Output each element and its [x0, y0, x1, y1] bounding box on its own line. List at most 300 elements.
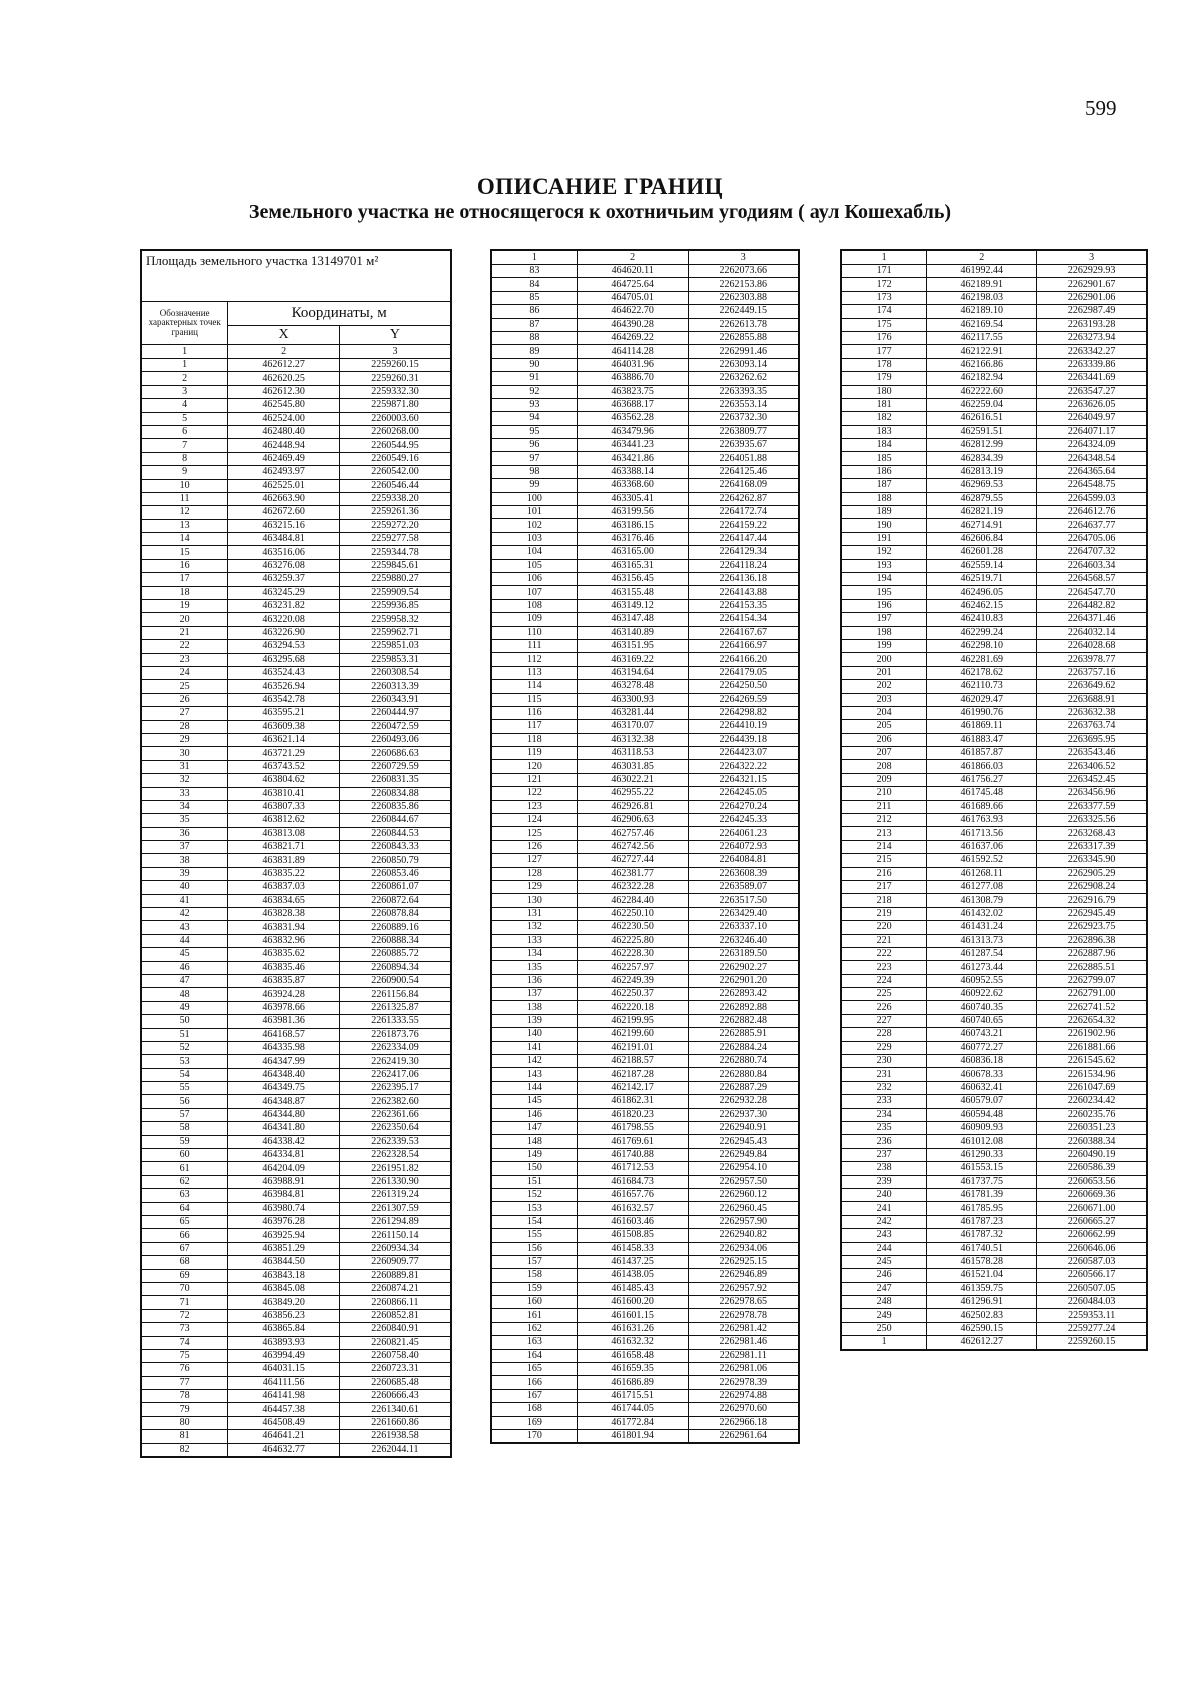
y-coordinate-cell: 2263543.46 [1037, 747, 1147, 760]
point-id-cell: 196 [841, 599, 927, 612]
y-coordinate-cell: 2262901.20 [688, 974, 799, 987]
y-coordinate-cell: 2260566.17 [1037, 1269, 1147, 1282]
point-id-cell: 229 [841, 1041, 927, 1054]
x-coordinate-cell: 462198.03 [927, 291, 1037, 304]
x-coordinate-cell: 462110.73 [927, 680, 1037, 693]
document-subtitle: Земельного участка не относящегося к охотничьим угодиям ( аул Кошехабль) [248, 201, 952, 223]
table-row [841, 800, 1147, 813]
x-coordinate-cell: 461438.05 [577, 1269, 688, 1282]
table-row [141, 1416, 451, 1429]
table-row [491, 613, 799, 626]
y-coordinate-cell: 2260665.27 [1037, 1215, 1147, 1228]
x-coordinate-cell: 464204.09 [228, 1162, 340, 1175]
x-coordinate-cell: 463812.62 [228, 814, 340, 827]
x-coordinate-cell: 463831.94 [228, 921, 340, 934]
table-row [841, 358, 1147, 371]
y-coordinate-cell: 2262925.15 [688, 1255, 799, 1268]
x-coordinate-cell: 463281.44 [577, 706, 688, 719]
point-id-cell: 88 [491, 331, 577, 344]
x-coordinate-cell: 463810.41 [228, 787, 340, 800]
table-row [491, 666, 799, 679]
point-id-cell: 226 [841, 1001, 927, 1014]
table-row [141, 760, 451, 773]
y-coordinate-cell: 2260758.40 [339, 1349, 451, 1362]
point-id-cell: 133 [491, 934, 577, 947]
y-coordinate-cell: 2259277.24 [1037, 1322, 1147, 1335]
y-coordinate-cell: 2262901.06 [1037, 291, 1147, 304]
point-id-cell: 77 [141, 1376, 228, 1389]
table-row [141, 1443, 451, 1457]
point-id-cell: 27 [141, 707, 228, 720]
point-id-cell: 136 [491, 974, 577, 987]
y-coordinate-cell: 2262957.92 [688, 1282, 799, 1295]
x-coordinate-cell: 461781.39 [927, 1188, 1037, 1201]
point-id-cell: 63 [141, 1189, 228, 1202]
x-coordinate-cell: 460743.21 [927, 1028, 1037, 1041]
point-id-cell: 239 [841, 1175, 927, 1188]
y-coordinate-cell: 2260313.39 [339, 680, 451, 693]
table-row [491, 773, 799, 786]
y-coordinate-cell: 2262945.43 [688, 1135, 799, 1148]
x-coordinate-cell: 463022.21 [577, 773, 688, 786]
y-coordinate-cell: 2264166.20 [688, 653, 799, 666]
point-id-cell: 66 [141, 1229, 228, 1242]
x-coordinate-cell: 461659.35 [577, 1363, 688, 1376]
y-coordinate-cell: 2263325.56 [1037, 814, 1147, 827]
y-coordinate-cell: 2261307.59 [339, 1202, 451, 1215]
point-id-cell: 146 [491, 1108, 577, 1121]
x-coordinate-cell: 460594.48 [927, 1108, 1037, 1121]
x-coordinate-cell: 461308.79 [927, 894, 1037, 907]
x-coordinate-cell: 463835.46 [228, 961, 340, 974]
col-num-header: 3 [1037, 250, 1147, 265]
y-coordinate-cell: 2264365.64 [1037, 465, 1147, 478]
y-coordinate-cell: 2260729.59 [339, 760, 451, 773]
point-id-cell: 119 [491, 747, 577, 760]
table-row [141, 1403, 451, 1416]
table-row [141, 559, 451, 572]
x-coordinate-cell: 464334.81 [228, 1149, 340, 1162]
x-coordinate-cell: 462714.91 [927, 519, 1037, 532]
y-coordinate-cell: 2262946.89 [688, 1269, 799, 1282]
x-coordinate-cell: 463245.29 [228, 586, 340, 599]
y-coordinate-cell: 2264028.68 [1037, 639, 1147, 652]
x-coordinate-cell: 461287.54 [927, 947, 1037, 960]
y-coordinate-cell: 2260686.63 [339, 747, 451, 760]
table-row [841, 519, 1147, 532]
table-row [141, 934, 451, 947]
table-row [141, 412, 451, 425]
table-row [841, 265, 1147, 278]
x-coordinate-cell: 463981.36 [228, 1015, 340, 1028]
table-row [841, 666, 1147, 679]
y-coordinate-cell: 2263978.77 [1037, 653, 1147, 666]
point-id-cell: 139 [491, 1014, 577, 1027]
x-coordinate-cell: 462955.22 [577, 787, 688, 800]
y-coordinate-cell: 2260844.67 [339, 814, 451, 827]
x-coordinate-cell: 460952.55 [927, 974, 1037, 987]
y-coordinate-cell: 2260493.06 [339, 733, 451, 746]
x-coordinate-cell: 461632.32 [577, 1336, 688, 1349]
x-coordinate-cell: 460632.41 [927, 1081, 1037, 1094]
table-row [841, 278, 1147, 291]
y-coordinate-cell: 2262334.09 [339, 1041, 451, 1054]
y-coordinate-cell: 2260653.56 [1037, 1175, 1147, 1188]
point-id-cell: 32 [141, 774, 228, 787]
table-row [841, 880, 1147, 893]
y-coordinate-cell: 2262978.65 [688, 1296, 799, 1309]
x-coordinate-cell: 462142.17 [577, 1081, 688, 1094]
x-coordinate-cell: 460772.27 [927, 1041, 1037, 1054]
table-row [491, 1242, 799, 1255]
x-coordinate-cell: 463140.89 [577, 626, 688, 639]
x-coordinate-cell: 462281.69 [927, 653, 1037, 666]
table-row [491, 305, 799, 318]
y-coordinate-cell: 2262361.66 [339, 1108, 451, 1121]
y-coordinate-cell: 2263732.30 [688, 412, 799, 425]
y-coordinate-cell: 2260889.16 [339, 921, 451, 934]
point-id-cell: 86 [491, 305, 577, 318]
x-coordinate-cell: 462496.05 [927, 586, 1037, 599]
col-num-header: 3 [339, 345, 451, 359]
x-coordinate-cell: 463118.53 [577, 747, 688, 760]
x-coordinate-cell: 461359.75 [927, 1282, 1037, 1295]
x-coordinate-cell: 461657.76 [577, 1188, 688, 1201]
y-coordinate-cell: 2260831.35 [339, 774, 451, 787]
col-num-header: 1 [841, 250, 927, 265]
point-id-cell: 112 [491, 653, 577, 666]
table-row [141, 867, 451, 880]
x-coordinate-cell: 463843.18 [228, 1269, 340, 1282]
x-coordinate-cell: 461437.25 [577, 1255, 688, 1268]
x-coordinate-cell: 463421.86 [577, 452, 688, 465]
table-row [841, 653, 1147, 666]
x-coordinate-cell: 461769.61 [577, 1135, 688, 1148]
point-id-cell: 6 [141, 425, 228, 438]
point-id-cell: 137 [491, 988, 577, 1001]
x-coordinate-cell: 463856.23 [228, 1309, 340, 1322]
point-id-cell: 100 [491, 492, 577, 505]
point-id-cell: 29 [141, 733, 228, 746]
point-id-cell: 153 [491, 1202, 577, 1215]
point-id-cell: 203 [841, 693, 927, 706]
table-row [841, 867, 1147, 880]
table-row [141, 479, 451, 492]
x-coordinate-cell: 463194.64 [577, 666, 688, 679]
y-coordinate-cell: 2259260.15 [1037, 1336, 1147, 1350]
table-row [141, 1229, 451, 1242]
point-id-cell: 193 [841, 559, 927, 572]
point-id-cell: 227 [841, 1014, 927, 1027]
y-coordinate-cell: 2262974.88 [688, 1389, 799, 1402]
table-row [491, 1148, 799, 1161]
table-row [841, 787, 1147, 800]
y-coordinate-cell: 2260669.36 [1037, 1188, 1147, 1201]
point-id-cell: 217 [841, 880, 927, 893]
table-row [841, 1108, 1147, 1121]
point-id-cell: 117 [491, 720, 577, 733]
x-coordinate-cell: 463609.38 [228, 720, 340, 733]
x-coordinate-cell: 464347.99 [228, 1055, 340, 1068]
table-row [491, 1188, 799, 1201]
point-id-cell: 1 [141, 359, 228, 372]
y-coordinate-cell: 2260388.34 [1037, 1135, 1147, 1148]
table-row [491, 1296, 799, 1309]
x-coordinate-cell: 461763.93 [927, 814, 1037, 827]
x-coordinate-cell: 462612.27 [927, 1336, 1037, 1350]
table-row [141, 1430, 451, 1443]
x-coordinate-cell: 461744.05 [577, 1403, 688, 1416]
x-coordinate-cell: 463994.49 [228, 1349, 340, 1362]
point-id-cell: 233 [841, 1095, 927, 1108]
x-coordinate-cell: 462189.10 [927, 305, 1037, 318]
table-row [491, 827, 799, 840]
table-row [141, 1095, 451, 1108]
x-coordinate-cell: 463845.08 [228, 1282, 340, 1295]
y-coordinate-cell: 2260888.34 [339, 934, 451, 947]
table-row [841, 1188, 1147, 1201]
point-designation-header: Обозначение характерных точек границ [141, 302, 228, 345]
point-id-cell: 83 [491, 265, 577, 278]
y-coordinate-cell: 2262981.42 [688, 1322, 799, 1335]
y-coordinate-cell: 2262892.88 [688, 1001, 799, 1014]
table-row [491, 680, 799, 693]
x-coordinate-cell: 463215.16 [228, 519, 340, 532]
x-coordinate-cell: 464031.15 [228, 1363, 340, 1376]
point-id-cell: 47 [141, 974, 228, 987]
x-coordinate-cell: 463835.62 [228, 948, 340, 961]
point-id-cell: 190 [841, 519, 927, 532]
table-row [841, 1336, 1147, 1350]
y-coordinate-cell: 2262957.90 [688, 1215, 799, 1228]
table-row [841, 425, 1147, 438]
table-row [141, 747, 451, 760]
x-coordinate-cell: 461787.23 [927, 1215, 1037, 1228]
table-row [841, 506, 1147, 519]
point-id-cell: 118 [491, 733, 577, 746]
y-coordinate-cell: 2264032.14 [1037, 626, 1147, 639]
table-row [841, 385, 1147, 398]
x-coordinate-cell: 462879.55 [927, 492, 1037, 505]
x-coordinate-cell: 462222.60 [927, 385, 1037, 398]
point-id-cell: 200 [841, 653, 927, 666]
x-coordinate-cell: 462502.83 [927, 1309, 1037, 1322]
x-coordinate-cell: 461787.32 [927, 1229, 1037, 1242]
table-row [491, 586, 799, 599]
x-coordinate-cell: 461740.88 [577, 1148, 688, 1161]
point-id-cell: 70 [141, 1282, 228, 1295]
point-id-cell: 205 [841, 720, 927, 733]
x-coordinate-cell: 464632.77 [228, 1443, 340, 1457]
table-row [841, 974, 1147, 987]
point-id-cell: 131 [491, 907, 577, 920]
point-id-cell: 149 [491, 1148, 577, 1161]
x-coordinate-cell: 463231.82 [228, 600, 340, 613]
point-id-cell: 221 [841, 934, 927, 947]
y-coordinate-cell: 2264637.77 [1037, 519, 1147, 532]
x-coordinate-cell: 462525.01 [228, 479, 340, 492]
x-coordinate-cell: 463893.93 [228, 1336, 340, 1349]
y-coordinate-cell: 2264129.34 [688, 546, 799, 559]
x-coordinate-cell: 462834.39 [927, 452, 1037, 465]
table-row [841, 305, 1147, 318]
y-coordinate-cell: 2259261.36 [339, 506, 451, 519]
table-row [841, 1055, 1147, 1068]
x-coordinate-cell: 463835.87 [228, 974, 340, 987]
point-id-cell: 95 [491, 425, 577, 438]
x-coordinate-cell: 461857.87 [927, 747, 1037, 760]
table-row [491, 506, 799, 519]
x-coordinate-cell: 463226.90 [228, 626, 340, 639]
y-coordinate-cell: 2259353.11 [1037, 1309, 1147, 1322]
point-id-cell: 109 [491, 613, 577, 626]
x-coordinate-cell: 461990.76 [927, 706, 1037, 719]
y-coordinate-cell: 2263441.69 [1037, 372, 1147, 385]
table-row [141, 1001, 451, 1014]
x-coordinate-cell: 462410.83 [927, 613, 1037, 626]
table-row [491, 961, 799, 974]
point-id-cell: 163 [491, 1336, 577, 1349]
y-coordinate-cell: 2263553.14 [688, 398, 799, 411]
table-row [141, 827, 451, 840]
point-id-cell: 189 [841, 506, 927, 519]
point-id-cell: 16 [141, 559, 228, 572]
table-row [491, 1175, 799, 1188]
y-coordinate-cell: 2262991.46 [688, 345, 799, 358]
x-coordinate-cell: 463524.43 [228, 666, 340, 679]
x-coordinate-cell: 462257.97 [577, 961, 688, 974]
table-row [841, 452, 1147, 465]
point-id-cell: 142 [491, 1055, 577, 1068]
point-id-cell: 30 [141, 747, 228, 760]
table-row [841, 814, 1147, 827]
table-row [841, 921, 1147, 934]
point-id-cell: 90 [491, 358, 577, 371]
table-row [491, 988, 799, 1001]
table-row [141, 1068, 451, 1081]
table-row [491, 412, 799, 425]
table-row [491, 1322, 799, 1335]
y-coordinate-cell: 2260900.54 [339, 974, 451, 987]
point-id-cell: 19 [141, 600, 228, 613]
table-row [841, 532, 1147, 545]
point-id-cell: 184 [841, 439, 927, 452]
y-coordinate-cell: 2263393.35 [688, 385, 799, 398]
point-id-cell: 17 [141, 573, 228, 586]
y-coordinate-cell: 2262303.88 [688, 291, 799, 304]
point-id-cell: 57 [141, 1108, 228, 1121]
x-coordinate-cell: 462906.63 [577, 814, 688, 827]
y-coordinate-cell: 2260878.84 [339, 908, 451, 921]
x-coordinate-cell: 463295.68 [228, 653, 340, 666]
point-id-cell: 115 [491, 693, 577, 706]
y-coordinate-cell: 2262929.93 [1037, 265, 1147, 278]
point-id-cell: 214 [841, 840, 927, 853]
y-coordinate-cell: 2260850.79 [339, 854, 451, 867]
x-coordinate-cell: 462524.00 [228, 412, 340, 425]
y-coordinate-cell: 2261333.55 [339, 1015, 451, 1028]
y-coordinate-cell: 2260852.81 [339, 1309, 451, 1322]
point-id-cell: 18 [141, 586, 228, 599]
point-id-cell: 51 [141, 1028, 228, 1041]
x-coordinate-cell: 462448.94 [228, 439, 340, 452]
table-row [141, 707, 451, 720]
x-coordinate-cell: 462480.40 [228, 425, 340, 438]
y-coordinate-cell: 2262932.28 [688, 1095, 799, 1108]
x-coordinate-cell: 462742.56 [577, 840, 688, 853]
y-coordinate-cell: 2262896.38 [1037, 934, 1147, 947]
table-row [491, 1014, 799, 1027]
table-row [141, 600, 451, 613]
y-coordinate-cell: 2262880.84 [688, 1068, 799, 1081]
y-coordinate-cell: 2263695.95 [1037, 733, 1147, 746]
table-row [141, 1028, 451, 1041]
point-id-cell: 238 [841, 1162, 927, 1175]
y-coordinate-cell: 2262970.60 [688, 1403, 799, 1416]
point-id-cell: 232 [841, 1081, 927, 1094]
point-id-cell: 42 [141, 908, 228, 921]
table-row [141, 693, 451, 706]
point-id-cell: 102 [491, 519, 577, 532]
point-id-cell: 174 [841, 305, 927, 318]
table-row [841, 747, 1147, 760]
y-coordinate-cell: 2264599.03 [1037, 492, 1147, 505]
table-row [491, 599, 799, 612]
y-coordinate-cell: 2262328.54 [339, 1149, 451, 1162]
table-row [141, 894, 451, 907]
point-id-cell: 167 [491, 1389, 577, 1402]
x-coordinate-cell: 463294.53 [228, 640, 340, 653]
table-row [141, 640, 451, 653]
point-id-cell: 155 [491, 1229, 577, 1242]
y-coordinate-cell: 2263429.40 [688, 907, 799, 920]
point-id-cell: 177 [841, 345, 927, 358]
point-id-cell: 23 [141, 653, 228, 666]
table-row [841, 613, 1147, 626]
point-id-cell: 43 [141, 921, 228, 934]
y-coordinate-cell: 2264143.88 [688, 586, 799, 599]
area-label: Площадь земельного участка 13149701 м² [141, 250, 451, 302]
point-id-cell: 242 [841, 1215, 927, 1228]
table-row [141, 1162, 451, 1175]
point-id-cell: 71 [141, 1296, 228, 1309]
x-coordinate-cell: 463621.14 [228, 733, 340, 746]
point-id-cell: 231 [841, 1068, 927, 1081]
x-coordinate-cell: 463441.23 [577, 439, 688, 452]
x-coordinate-cell: 461600.20 [577, 1296, 688, 1309]
point-id-cell: 120 [491, 760, 577, 773]
y-coordinate-cell: 2262887.96 [1037, 947, 1147, 960]
y-coordinate-cell: 2262893.42 [688, 988, 799, 1001]
x-coordinate-cell: 461637.06 [927, 840, 1037, 853]
y-coordinate-cell: 2263337.10 [688, 921, 799, 934]
table-row [141, 841, 451, 854]
y-coordinate-cell: 2260490.19 [1037, 1148, 1147, 1161]
x-coordinate-cell: 461798.55 [577, 1122, 688, 1135]
table-row [491, 720, 799, 733]
table-row [491, 358, 799, 371]
x-coordinate-cell: 463821.71 [228, 841, 340, 854]
y-coordinate-cell: 2262966.18 [688, 1416, 799, 1429]
y-coordinate-cell: 2264072.93 [688, 840, 799, 853]
y-coordinate-cell: 2262073.66 [688, 265, 799, 278]
table-row [491, 479, 799, 492]
y-coordinate-cell: 2262954.10 [688, 1162, 799, 1175]
x-coordinate-cell: 463155.48 [577, 586, 688, 599]
table-row [141, 1296, 451, 1309]
y-coordinate-cell: 2262940.82 [688, 1229, 799, 1242]
table-row [841, 412, 1147, 425]
